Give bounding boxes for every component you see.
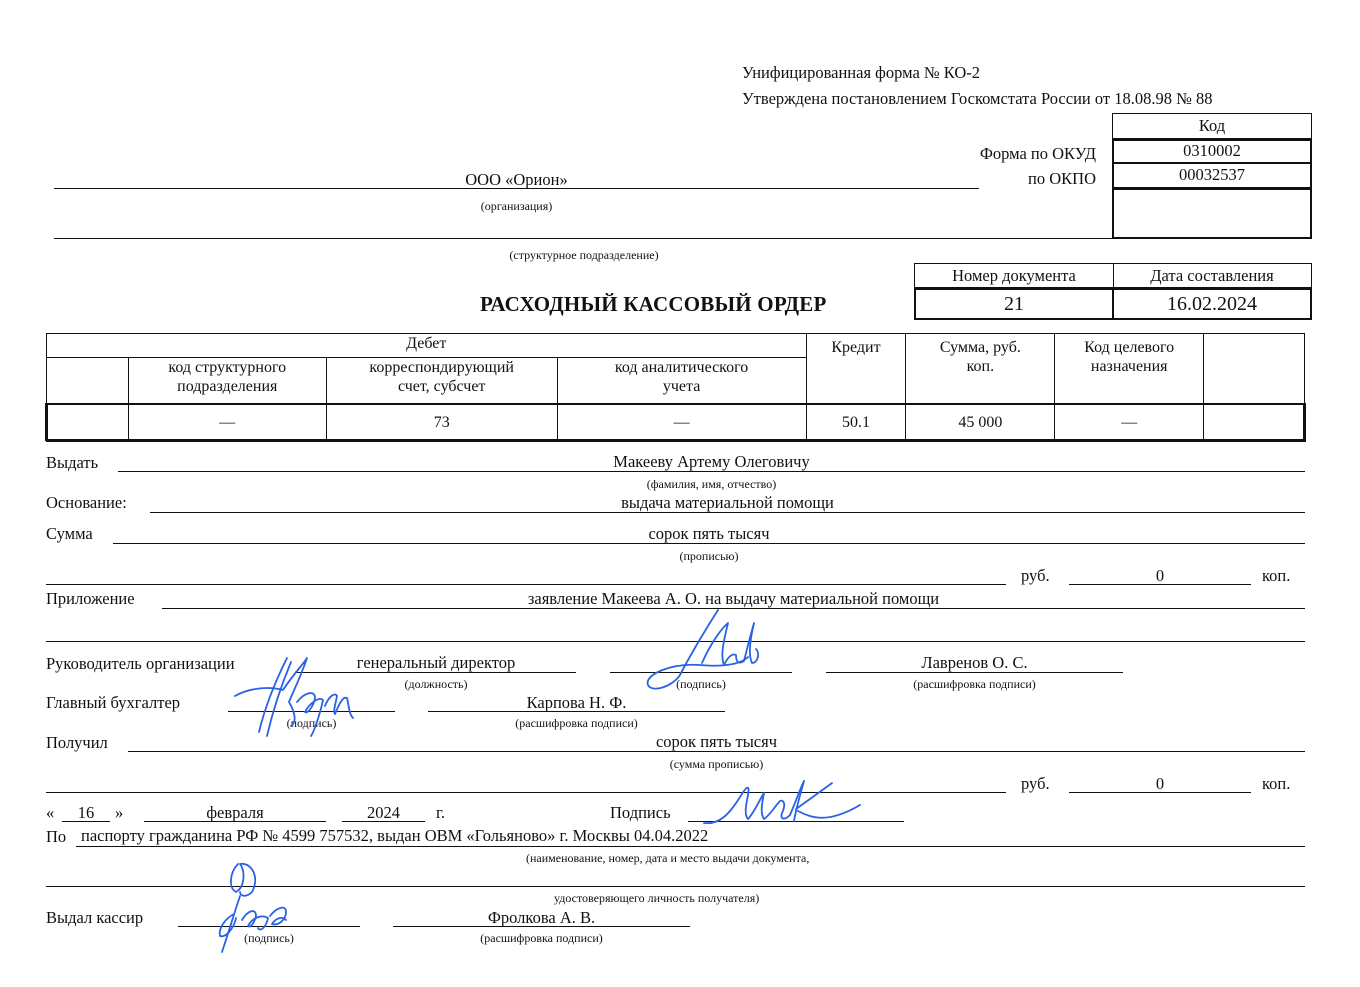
basis-line [150, 512, 1305, 513]
organization-caption: (организация) [480, 199, 553, 213]
accountant-signature-caption: (подпись) [286, 716, 337, 730]
head-position-caption: (должность) [404, 677, 468, 691]
recipient-signature-label: Подпись [610, 803, 671, 822]
accountant-label: Главный бухгалтер [46, 693, 181, 712]
cashier-label: Выдал кассир [46, 908, 144, 927]
year-suffix: г. [436, 803, 446, 822]
cell-corr-account: 73 [326, 404, 557, 441]
received-rub-label: руб. [1021, 774, 1050, 793]
debit-header: Дебет [47, 334, 807, 358]
accountant-signature-line [228, 711, 395, 712]
values-row-frame [45, 403, 1305, 441]
sum-caption: (прописью) [679, 549, 739, 563]
blank-header-left [47, 358, 129, 404]
head-name-caption: (расшифровка подписи) [913, 677, 1036, 691]
department-caption: (структурное подразделение) [509, 248, 659, 262]
okpo-code: 00032537 [1112, 164, 1312, 189]
basis-label: Основание: [46, 493, 127, 512]
blank-header-right [1204, 334, 1305, 404]
day-line [62, 821, 110, 822]
sum-label: Сумма [46, 524, 93, 543]
cashier-name: Фролкова А. В. [487, 908, 596, 927]
department-line [54, 238, 1114, 239]
basis-value: выдача материальной помощи [621, 493, 834, 512]
doc-prefix: По [46, 827, 67, 846]
credit-header: Кредит [806, 334, 906, 404]
accountant-name-line [428, 711, 725, 712]
corr-account-header: корреспондирующий счет, субсчет [326, 358, 557, 404]
okud-code: 0310002 [1112, 139, 1312, 164]
accountant-name-caption: (расшифровка подписи) [515, 716, 638, 730]
id-document-line [76, 846, 1305, 847]
cashier-name-caption: (расшифровка подписи) [480, 931, 603, 945]
month-line [144, 821, 326, 822]
attachment-value: заявление Макеева А. О. на выдачу материальной помощи [527, 589, 940, 608]
id-document-caption-1: (наименование, номер, дата и место выдачи документа, [526, 851, 810, 865]
received-month: февраля [206, 803, 264, 822]
cell-purpose-code: — [1055, 404, 1204, 441]
received-line [128, 751, 1305, 752]
okpo-label: по ОКПО [1028, 169, 1096, 188]
received-kop-value: 0 [1155, 774, 1165, 793]
head-position-line [296, 672, 576, 673]
sum-line [113, 543, 1305, 544]
struct-code-header: код структурного подразделения [128, 358, 326, 404]
id-document-caption-2: удостоверяющего личность получателя) [554, 891, 760, 905]
id-document-continuation-line [46, 886, 1305, 887]
extra-code-cell [1112, 188, 1312, 239]
sum-header: Сумма, руб. коп. [906, 334, 1055, 404]
accountant-name: Карпова Н. Ф. [526, 693, 627, 712]
received-kop-line [1069, 792, 1251, 793]
cell-credit: 50.1 [806, 404, 906, 441]
received-label: Получил [46, 733, 108, 752]
cashier-name-line [393, 926, 690, 927]
document-title: РАСХОДНЫЙ КАССОВЫЙ ОРДЕР [480, 292, 827, 316]
head-name: Лавренов О. С. [921, 653, 1028, 672]
okud-label: Форма по ОКУД [979, 144, 1096, 163]
sum-value: сорок пять тысяч [648, 524, 770, 543]
received-continuation-line [46, 792, 1006, 793]
analytic-code-header: код аналитического учета [557, 358, 806, 404]
organization-line [54, 188, 979, 189]
id-document: паспорту гражданина РФ № 4599 757532, выдан ОВМ «Гольяново» г. Москвы 04.04.2022 [81, 826, 709, 845]
attachment-label: Приложение [46, 589, 135, 608]
head-label: Руководитель организации [46, 654, 235, 673]
sum-continuation-line [46, 584, 1006, 585]
doc-number-label: Номер документа [914, 263, 1114, 288]
doc-date: 16.02.2024 [1112, 288, 1312, 320]
attachment-line [162, 608, 1305, 609]
issue-line [118, 471, 1305, 472]
cell-struct-code: — [128, 404, 326, 441]
kop-value: 0 [1155, 566, 1165, 585]
organization-name: ООО «Орион» [465, 170, 568, 189]
doc-date-label: Дата составления [1113, 263, 1312, 288]
head-position: генеральный директор [356, 653, 516, 672]
form-name: Унифицированная форма № КО-2 [742, 63, 981, 82]
quote-open: « [46, 803, 55, 822]
received-value: сорок пять тысяч [655, 732, 777, 751]
head-name-line [826, 672, 1123, 673]
head-signature-line [610, 672, 792, 673]
code-header: Код [1112, 113, 1312, 139]
head-signature-caption: (подпись) [676, 677, 726, 691]
issue-caption: (фамилия, имя, отчество) [646, 477, 777, 491]
cell-sum: 45 000 [906, 404, 1055, 441]
received-caption: (сумма прописью) [669, 757, 764, 771]
doc-number: 21 [914, 288, 1114, 320]
received-day: 16 [77, 803, 95, 822]
approval-note: Утверждена постановлением Госкомстата России от 18.08.98 № 88 [742, 89, 1213, 108]
recipient-signature-line [688, 821, 904, 822]
cashier-signature-caption: (подпись) [244, 931, 294, 945]
attachment-continuation-line [46, 641, 1305, 642]
rub-label: руб. [1021, 566, 1050, 585]
kop-label: коп. [1262, 566, 1291, 585]
year-line [342, 821, 425, 822]
issue-value: Макееву Артему Олеговичу [613, 452, 810, 471]
purpose-code-header: Код целевого назначения [1055, 334, 1204, 404]
cashier-signature-line [178, 926, 360, 927]
quote-close: » [115, 803, 124, 822]
kop-line [1069, 584, 1251, 585]
received-year: 2024 [367, 803, 400, 822]
received-kop-label: коп. [1262, 774, 1291, 793]
issue-label: Выдать [46, 453, 99, 472]
cell-analytic-code: — [557, 404, 806, 441]
